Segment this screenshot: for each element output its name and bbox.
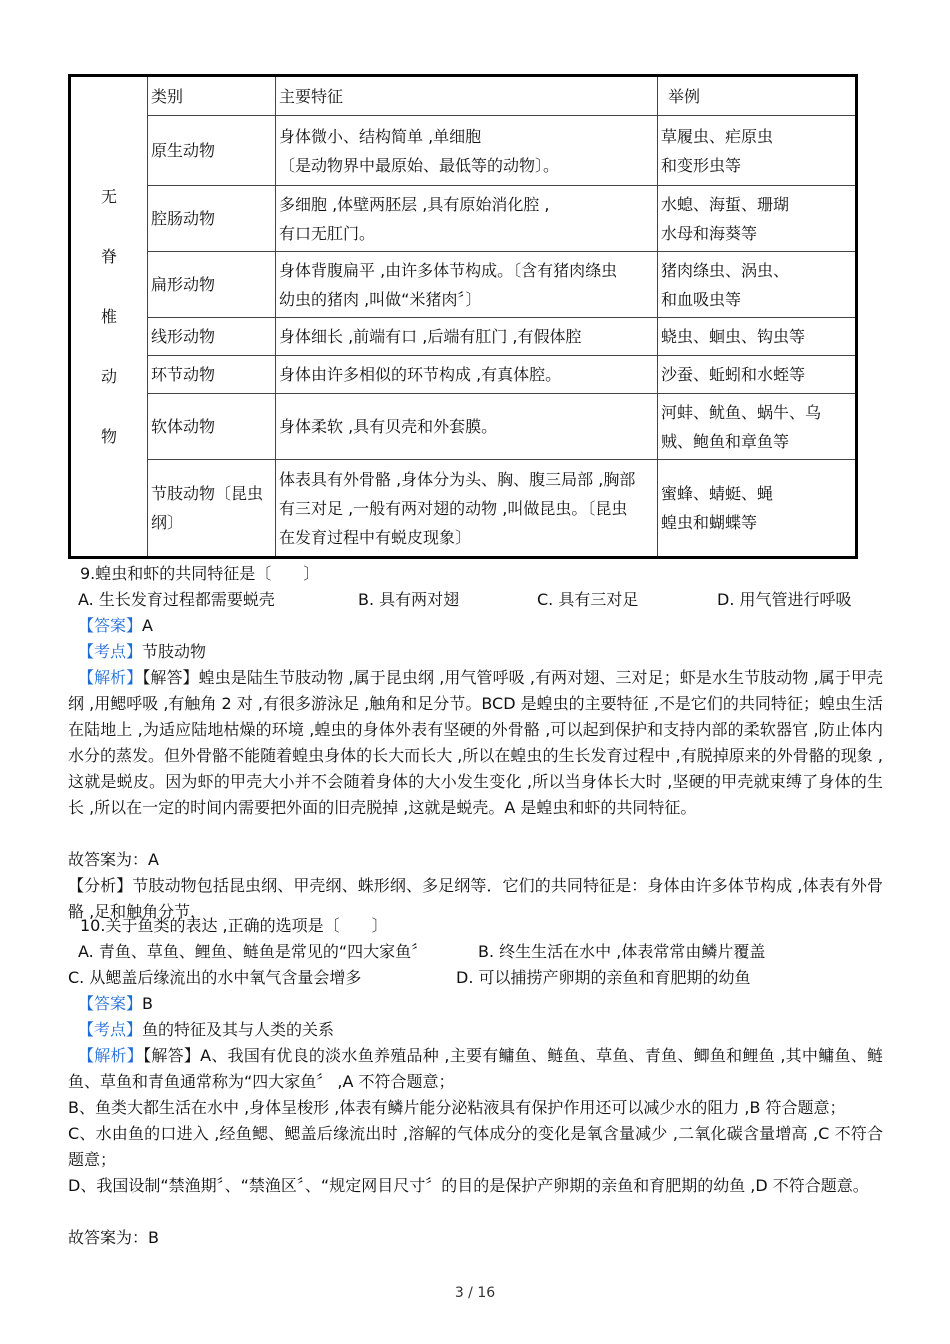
q9-answer xyxy=(78,613,893,639)
q9-option-b: B. 具有两对翅 xyxy=(358,590,460,609)
q10-question: 10.关于鱼类的表达 ,正确的选项是〔 〕 xyxy=(80,916,388,935)
row-category: 原生动物 xyxy=(148,116,276,186)
analysis-text: 【解答】A、我国有优良的淡水鱼养殖品种 ,主要有鳙鱼、鲢鱼、草鱼、青鱼、鲫鱼和鲤鱼 ,其中鳙鱼、鲢鱼、草鱼和青鱼通常称为“四大家鱼〞 ,A 不符合题意； xyxy=(68,1046,883,1091)
table-row xyxy=(70,186,857,252)
analysis-tag: 【解析】 xyxy=(78,668,143,687)
row-example: 水螅、海蜇、珊瑚 水母和海葵等 xyxy=(658,186,857,252)
q10-point xyxy=(78,1017,893,1043)
analysis-tag: 【解析】 xyxy=(78,1046,144,1065)
side-label-cell xyxy=(70,76,148,558)
q10-final-answer: 故答案为：B xyxy=(68,1228,159,1247)
row-example: 草履虫、疟原虫 和变形虫等 xyxy=(658,116,857,186)
row-feature: 身体微小、结构简单 ,单细胞 〔是动物界中最原始、最低等的动物〕。 xyxy=(276,116,658,186)
q9-fenxi: 【分析】节肢动物包括昆虫纲、甲壳纲、蛛形纲、多足纲等．它们的共同特征是：身体由许多体节构成 ,体表有外骨骼 ,足和触角分节． xyxy=(68,876,883,921)
q9-question: 9.蝗虫和虾的共同特征是〔 〕 xyxy=(80,564,320,583)
table-row xyxy=(70,318,857,356)
row-feature: 多细胞 ,体壁两胚层 ,具有原始消化腔 , 有口无肛门。 xyxy=(276,186,658,252)
answer-tag: 【答案】 xyxy=(78,616,143,635)
row-category: 节肢动物〔昆虫 纲〕 xyxy=(148,460,276,558)
q10-option-d: D. 可以捕捞产卵期的亲鱼和育肥期的幼鱼 xyxy=(456,968,751,987)
analysis-text: 【解答】蝗虫是陆生节肢动物 ,属于昆虫纲 ,用气管呼吸 ,有两对翅、三对足；虾是水生节肢动物 ,属于甲壳纲 ,用鳃呼吸 ,有触角 2 对 ,有很多游泳足 ,触角和足分节。BCD 是蝗虫的主要特征 ,不是它们的共同特征；蝗虫生活在陆地上 ,为适应陆地枯燥的环境 ,蝗虫的身体外表有坚硬的外骨骼 ,可以起到保护和支持内部的柔软器官 ,防止体内水分的蒸发。但外骨骼不能随着蝗虫身体的长大而长大 ,所以在蝗虫的生长发育过程中 ,有脱掉原来的外骨骼的现象 ,这就是蜕皮。因为虾的甲壳大小并不会随着身体的大小发生变化 ,所以当身体长大时 ,坚硬的甲壳就束缚了身体的生长 ,所以在一定的时间内需要把外面的旧壳脱掉 ,这就是蜕壳。A 是蝗虫和虾的共同特征。 xyxy=(68,668,883,817)
q10-option-a: A. 青鱼、草鱼、鲤鱼、鲢鱼是常见的“四大家鱼〞 xyxy=(78,942,428,961)
q9-option-c: C. 具有三对足 xyxy=(537,590,639,609)
point-tag: 【考点】 xyxy=(78,1020,143,1039)
table-row xyxy=(70,252,857,318)
q10-option-b: B. 终生生活在水中 ,体表常常由鳞片覆盖 xyxy=(478,942,766,961)
row-feature: 身体背腹扁平 ,由许多体节构成。〔含有猪肉绦虫 幼虫的猪肉 ,叫做“米猪肉〞〕 xyxy=(276,252,658,318)
page-number: 3 / 16 xyxy=(454,1285,496,1301)
row-feature: 身体柔软 ,具有贝壳和外套膜。 xyxy=(276,394,658,460)
answer-value: B xyxy=(142,994,153,1013)
row-feature: 体表具有外骨骼 ,身体分为头、胸、腹三局部 ,胸部 有三对足 ,一般有两对翅的动物 ,叫做昆虫。〔昆虫 在发育过程中有蜕皮现象〕 xyxy=(276,460,658,558)
q9-analysis xyxy=(68,665,883,821)
row-feature: 身体细长 ,前端有口 ,后端有肛门 ,有假体腔 xyxy=(276,318,658,356)
header-feature: 主要特征 xyxy=(276,76,658,116)
row-category: 扁形动物 xyxy=(148,252,276,318)
row-example: 蛲虫、蛔虫、钩虫等 xyxy=(658,318,857,356)
row-category: 腔肠动物 xyxy=(148,186,276,252)
q10-analysis-c: C、水由鱼的口进入 ,经鱼鳃、鳃盖后缘流出时 ,溶解的气体成分的变化是氧含量减少 ,二氧化碳含量增高 ,C 不符合题意； xyxy=(68,1124,883,1169)
row-feature: 身体由许多相似的环节构成 ,有真体腔。 xyxy=(276,356,658,394)
q10-answer xyxy=(78,991,893,1017)
table-row xyxy=(70,356,857,394)
header-example: 举例 xyxy=(658,76,857,116)
point-tag: 【考点】 xyxy=(78,642,143,661)
row-example: 河蚌、鱿鱼、蜗牛、乌 贼、鲍鱼和章鱼等 xyxy=(658,394,857,460)
side-label-char: 无 xyxy=(100,186,117,206)
side-label-char: 动 xyxy=(100,366,117,386)
header-category: 类别 xyxy=(148,76,276,116)
answer-tag: 【答案】 xyxy=(78,994,143,1013)
side-label-char: 物 xyxy=(100,426,117,446)
row-example: 猪肉绦虫、涡虫、 和血吸虫等 xyxy=(658,252,857,318)
table-header-row xyxy=(70,76,857,116)
q9-option-d: D. 用气管进行呼吸 xyxy=(717,590,852,609)
row-category: 软体动物 xyxy=(148,394,276,460)
q9-point xyxy=(78,639,893,665)
side-label-char: 脊 xyxy=(100,246,117,266)
q10-option-c: C. 从鳃盖后缘流出的水中氧气含量会增多 xyxy=(68,968,362,987)
row-category: 线形动物 xyxy=(148,318,276,356)
q9-option-a: A. 生长发育过程都需要蜕壳 xyxy=(78,590,275,609)
point-value: 节肢动物 xyxy=(142,642,207,661)
row-example: 沙蚕、蚯蚓和水蛭等 xyxy=(658,356,857,394)
q10-analysis-d: D、我国设制“禁渔期〞、“禁渔区〞、“规定网目尺寸〞的目的是保护产卵期的亲鱼和育肥期的幼鱼 ,D 不符合题意。 xyxy=(68,1176,869,1195)
table-row xyxy=(70,460,857,558)
table-row xyxy=(70,116,857,186)
row-example: 蜜蜂、蜻蜓、蝇 蝗虫和蝴蝶等 xyxy=(658,460,857,558)
side-label-char: 椎 xyxy=(100,306,117,326)
row-category: 环节动物 xyxy=(148,356,276,394)
point-value: 鱼的特征及其与人类的关系 xyxy=(142,1020,335,1039)
classification-table xyxy=(68,74,858,559)
q10-analysis-a xyxy=(68,1043,883,1095)
q10-analysis-b: B、鱼类大都生活在水中 ,身体呈梭形 ,体表有鳞片能分泌粘液具有保护作用还可以减少水的阻力 ,B 符合题意； xyxy=(68,1098,846,1117)
table-row xyxy=(70,394,857,460)
answer-value: A xyxy=(142,616,153,635)
q9-final-answer: 故答案为：A xyxy=(68,850,159,869)
